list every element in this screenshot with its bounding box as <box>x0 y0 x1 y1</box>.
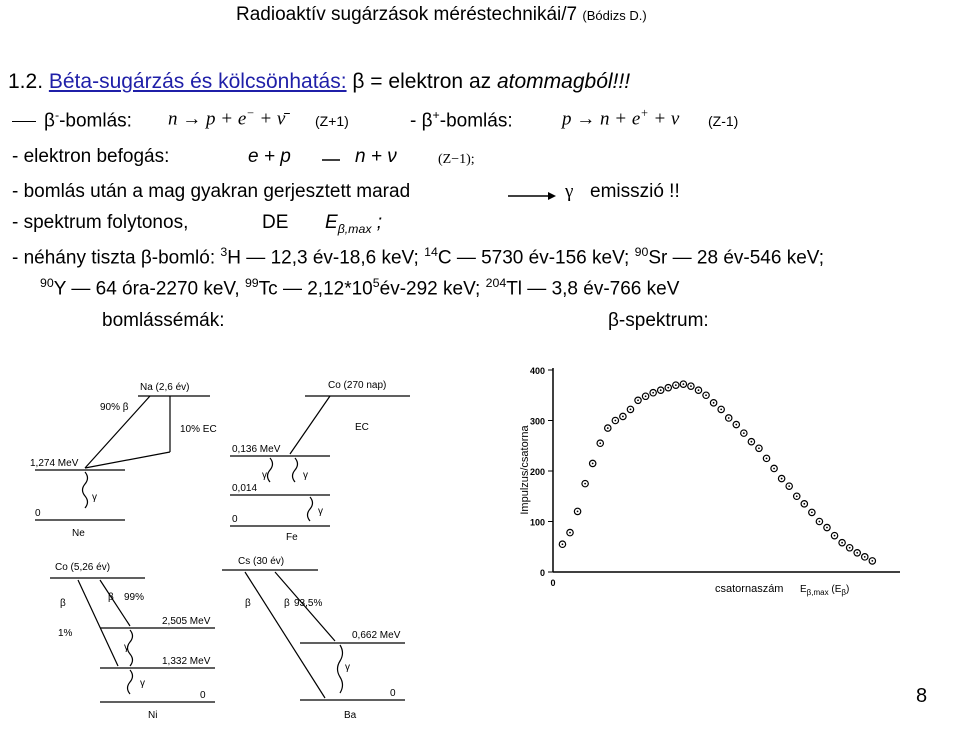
beta-plus-charge: (Z-1) <box>708 113 739 129</box>
data-point-dot <box>750 441 752 443</box>
na22-label: Na (2,6 év) <box>140 382 190 393</box>
co60-b1: β <box>108 592 114 603</box>
data-point-dot <box>826 527 828 529</box>
data-point-dot <box>599 442 601 444</box>
gamma-symbol: γ <box>565 181 574 202</box>
co60-g2: γ <box>140 678 145 689</box>
co60-level1: 1,332 MeV <box>162 656 211 667</box>
co60-label: Co (5,26 év) <box>55 562 111 573</box>
cs137-b1pct: 93,5% <box>294 598 323 609</box>
y-tick-label: 0 <box>539 568 545 578</box>
data-point-dot <box>758 447 760 449</box>
data-point-dot <box>773 468 775 470</box>
data-point-dot <box>788 485 790 487</box>
y-tick-label: 400 <box>529 366 545 376</box>
data-point-dot <box>781 478 783 480</box>
beta-plus-line: - β+-bomlás: <box>410 108 513 132</box>
beta-minus-equation: n → p + e− + ν̄ <box>168 106 286 130</box>
co60-g1: γ <box>124 642 129 653</box>
x-axis-label-2: $E_{\beta,max}$ $(E_\beta)$ <box>800 584 850 597</box>
data-point-dot <box>562 543 564 545</box>
spectrum-label: β-spektrum: <box>608 310 709 331</box>
cs137-b1: β <box>284 598 290 609</box>
data-point-dot <box>841 542 843 544</box>
data-point-dot <box>667 387 669 389</box>
data-point-dot <box>660 389 662 391</box>
page-number: 8 <box>916 685 928 707</box>
y-tick-label: 200 <box>529 467 545 477</box>
data-point-dot <box>614 420 616 422</box>
cs137-level1: 0,662 MeV <box>352 630 401 641</box>
schemes-label: bomlássémák: <box>102 310 225 331</box>
data-point-dot <box>675 384 677 386</box>
ec-charge: (Z−1); <box>438 152 475 167</box>
beta-minus-line: β--bomlás: <box>12 108 132 132</box>
y-tick-label: 300 <box>529 416 545 427</box>
data-point-dot <box>577 511 579 513</box>
cs137-b2: β <box>245 598 251 609</box>
co57-level2: 0,136 MeV <box>232 444 281 455</box>
beta-plus-equation: p → n + e+ + ν <box>562 106 680 130</box>
pure-beta-line: - néhány tiszta β-bomló: $^3$H — 12,3 év-18,6 keV; $^{14}$C — 5730 év-156 keV; $^{90}$Sr — 28 év-546 keV; <box>12 245 825 269</box>
co60-pct1: 1% <box>58 628 73 639</box>
data-point-dot <box>720 408 722 410</box>
data-point-dot <box>811 512 813 514</box>
na22-level1: 1,274 MeV <box>30 458 79 469</box>
data-point-dot <box>735 424 737 426</box>
co57-level0: 0 <box>232 514 238 525</box>
x-tick-label: 0 <box>550 578 556 588</box>
cs137-label: Cs (30 év) <box>238 556 285 567</box>
data-point-dot <box>682 383 684 385</box>
cs137-level0: 0 <box>390 688 396 699</box>
data-point-dot <box>796 495 798 497</box>
data-point-dot <box>819 521 821 523</box>
co57-g3: γ <box>318 506 323 517</box>
beta-minus-charge: (Z+1) <box>315 113 349 129</box>
data-point-dot <box>864 556 866 558</box>
na22-branch2: 10% EC <box>180 424 217 435</box>
co60-level2: 2,505 MeV <box>162 616 211 627</box>
x-axis-label: csatornaszám <box>715 583 784 595</box>
y-tick-label: 100 <box>529 517 545 528</box>
data-point-dot <box>630 408 632 410</box>
data-point-dot <box>705 394 707 396</box>
cs137-g1: γ <box>345 662 350 673</box>
data-point-dot <box>645 395 647 397</box>
data-point-dot <box>871 560 873 562</box>
ec-line: - elektron befogás: <box>12 146 170 167</box>
ec-equation: e + p <box>248 146 291 167</box>
data-point-dot <box>584 483 586 485</box>
co57-daughter: Fe <box>286 532 298 543</box>
co60-level0: 0 <box>200 690 206 701</box>
cs137-daughter: Ba <box>344 710 357 721</box>
data-point-dot <box>622 416 624 418</box>
data-point-dot <box>607 427 609 429</box>
spectrum-line: - spektrum folytonos, <box>12 212 189 233</box>
decay-line: - bomlás után a mag gyakran gerjesztett marad <box>12 181 411 202</box>
data-point-dot <box>698 389 700 391</box>
section-title: 1.2. Béta-sugárzás és kölcsönhatás: β = elektron az atommagból!!! <box>8 70 631 93</box>
co57-g1: γ <box>262 470 267 481</box>
co60-daughter: Ni <box>148 710 158 721</box>
co60-b1pct: 99% <box>124 592 145 603</box>
data-point-dot <box>569 532 571 534</box>
data-point-dot <box>849 547 851 549</box>
data-point-dot <box>690 385 692 387</box>
data-point-dot <box>728 417 730 419</box>
co57-g2: γ <box>303 470 308 481</box>
data-point-dot <box>637 399 639 401</box>
na22-level0: 0 <box>35 508 41 519</box>
pure-beta-line-2: $^{90}$Y — 64 óra-2270 keV, $^{99}$Tc — $2,12*10^5év-292$ keV; $^{204}$Tl — 3,8 év-766 keV <box>40 276 680 300</box>
data-point-dot <box>713 402 715 404</box>
emax-text: $E_{\beta,max}$ ; <box>325 212 383 236</box>
y-axis-label: Impulzus/csatorna <box>519 425 531 515</box>
de-text: DE <box>262 212 289 233</box>
na22-daughter: Ne <box>72 528 85 539</box>
co57-ec: EC <box>355 422 369 433</box>
data-point-dot <box>834 535 836 537</box>
na22-branch1: 90% β <box>100 402 129 413</box>
data-point-dot <box>592 463 594 465</box>
co57-label: Co (270 nap) <box>328 380 387 391</box>
data-point-dot <box>856 552 858 554</box>
data-point-dot <box>803 503 805 505</box>
ec-result: n + ν <box>355 146 397 167</box>
na22-gamma: γ <box>92 492 97 503</box>
data-point-dot <box>743 432 745 434</box>
data-point-dot <box>766 457 768 459</box>
page-header: Radioaktív sugárzások méréstechnikái/7 (Bódizs D.) <box>236 4 647 25</box>
data-point-dot <box>652 392 654 394</box>
co60-b2: β <box>60 598 66 609</box>
co57-level1: 0,014 <box>232 483 258 494</box>
emission-text: emisszió !! <box>590 181 680 202</box>
